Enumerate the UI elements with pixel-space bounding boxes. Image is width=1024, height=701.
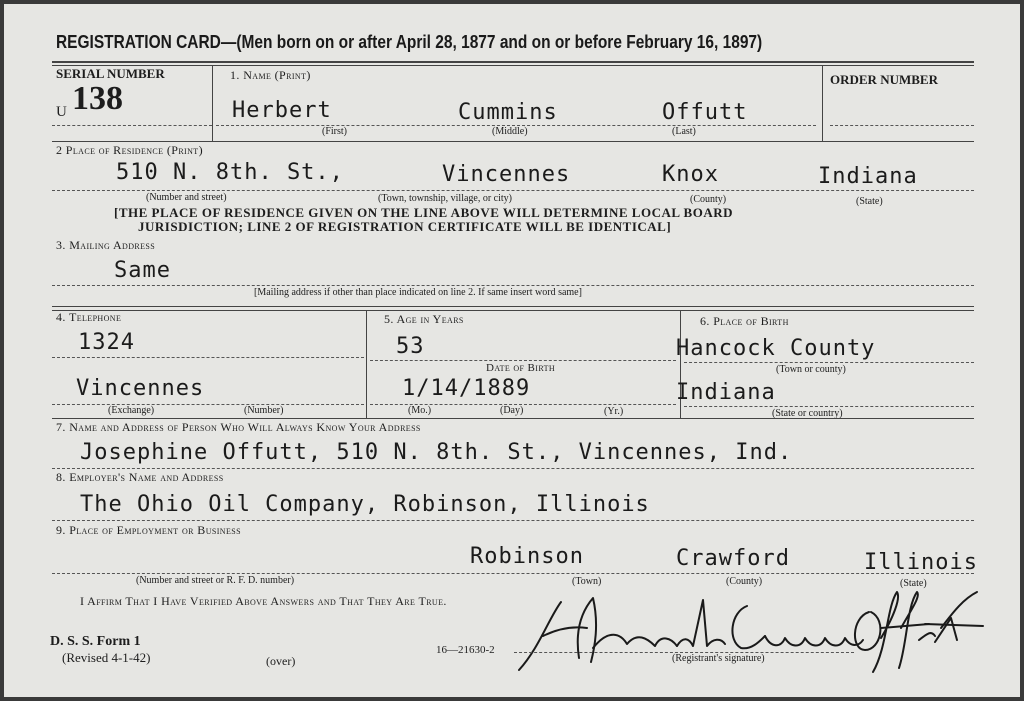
middle-name: Cummins	[458, 100, 558, 125]
yr-caption: (Yr.)	[604, 406, 624, 417]
employment-town-caption: (Town)	[572, 576, 602, 587]
residence-town: Vincennes	[442, 162, 571, 187]
state-caption: (State)	[856, 196, 883, 207]
card-subtitle: —(Men born on or after April 28, 1877 and on or before February 16, 1897)	[220, 32, 763, 52]
residence-state: Indiana	[818, 164, 918, 189]
serial-value: 138	[72, 80, 123, 117]
first-caption: (First)	[322, 126, 347, 137]
telephone-number: 1324	[78, 330, 135, 355]
print-code: 16—21630-2	[436, 644, 495, 656]
last-name: Offutt	[662, 100, 748, 125]
serial-prefix: U	[56, 104, 67, 120]
telephone-exchange: Vincennes	[76, 376, 205, 401]
affirm-text: I Affirm That I Have Verified Above Answers and That They Are True.	[80, 594, 447, 608]
day-caption: (Day)	[500, 405, 524, 416]
birth-state-caption: (State or country)	[772, 408, 843, 419]
employer-value: The Ohio Oil Company, Robinson, Illinois	[80, 492, 650, 517]
serial-label: SERIAL NUMBER	[56, 66, 165, 81]
birthplace-town: Hancock County	[676, 336, 876, 361]
employment-state-caption: (State)	[900, 578, 927, 589]
employment-county-caption: (County)	[726, 576, 763, 587]
residence-notice-line1: [THE PLACE OF RESIDENCE GIVEN ON THE LINE ABOVE WILL DETERMINE LOCAL BOARD	[114, 205, 733, 220]
dob-value: 1/14/1889	[402, 376, 531, 401]
middle-caption: (Middle)	[492, 126, 528, 137]
residence-street: 510 N. 8th. St.,	[116, 160, 344, 185]
employment-county: Crawford	[676, 546, 790, 571]
street-caption: (Number and street)	[146, 192, 227, 203]
age-value: 53	[396, 334, 425, 359]
employer-label: 8. Employer's Name and Address	[56, 470, 224, 484]
telephone-label: 4. Telephone	[56, 310, 122, 324]
employment-state: Illinois	[864, 550, 978, 575]
mailing-caption: [Mailing address if other than place indicated on line 2. If same insert word same]	[254, 287, 582, 298]
number-caption: (Number)	[244, 405, 284, 416]
exchange-caption: (Exchange)	[108, 405, 155, 416]
residence-label: 2 Place of Residence (Print)	[56, 143, 203, 157]
birthplace-state: Indiana	[676, 380, 776, 405]
last-caption: (Last)	[672, 126, 696, 137]
birthplace-label: 6. Place of Birth	[700, 314, 789, 328]
form-number: D. S. S. Form 1	[50, 634, 141, 649]
registration-card	[4, 4, 1020, 697]
town-caption: (Town, township, village, or city)	[378, 193, 512, 204]
contact-label: 7. Name and Address of Person Who Will Always Know Your Address	[56, 420, 421, 434]
employment-street-caption: (Number and street or R. F. D. number)	[136, 575, 295, 586]
card-title: REGISTRATION CARD	[56, 32, 221, 52]
employment-label: 9. Place of Employment or Business	[56, 523, 241, 537]
dob-label: Date of Birth	[486, 362, 556, 374]
mailing-value: Same	[114, 258, 171, 283]
name-label: 1. Name (Print)	[230, 68, 311, 82]
county-caption: (County)	[690, 194, 727, 205]
form-revised: (Revised 4-1-42)	[62, 650, 151, 665]
birth-town-caption: (Town or county)	[776, 364, 846, 375]
signature-caption: (Registrant's signature)	[672, 653, 765, 664]
card-header	[56, 32, 762, 53]
contact-value: Josephine Offutt, 510 N. 8th. St., Vincennes, Ind.	[80, 440, 793, 465]
registrant-signature	[509, 588, 984, 680]
mo-caption: (Mo.)	[408, 405, 432, 416]
employment-town: Robinson	[470, 544, 584, 569]
age-label: 5. Age in Years	[384, 312, 464, 326]
residence-county: Knox	[662, 162, 719, 187]
over-note: (over)	[266, 654, 296, 668]
order-label: ORDER NUMBER	[830, 72, 938, 87]
first-name: Herbert	[232, 98, 332, 123]
residence-notice-line2: JURISDICTION; LINE 2 OF REGISTRATION CERTIFICATE WILL BE IDENTICAL]	[138, 219, 672, 234]
mailing-label: 3. Mailing Address	[56, 238, 156, 252]
